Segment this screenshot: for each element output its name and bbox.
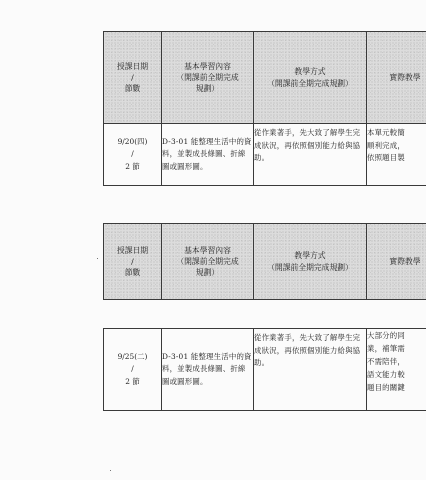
row-content: D-3-01 能整理生活中的資料，並製成長條圖、折線圖或圓形圖。 — [162, 329, 254, 411]
lesson-table-1 — [103, 31, 426, 186]
row-actual: 本單元較簡 順利完成， 依照題目製 — [367, 124, 426, 186]
header-basic-content: 基本學習內容 （開課前全期完成 規劃） — [162, 32, 254, 124]
table-header-row — [104, 224, 426, 300]
row-date: 9/25(二) / 2 節 — [104, 329, 162, 411]
header-basic-content: 基本學習內容 （開課前全期完成 規劃） — [162, 224, 254, 300]
row-method: 從作業著手，先大致了解學生完成狀況，再依照個別能力給與協助。 — [254, 329, 367, 411]
header-actual-teaching: 實際教學 — [367, 224, 426, 300]
header-date-periods: 授課日期 / 節數 — [104, 224, 162, 300]
header-teaching-method: 教學方式 （開課前全期完成規劃） — [254, 32, 367, 124]
scan-speck — [110, 470, 111, 471]
lesson-table-2-header — [103, 223, 426, 300]
row-content: D-3-01 能整理生活中的資料，並製成長條圖、折線圖或圓形圖。 — [162, 124, 254, 186]
table-row — [104, 124, 426, 186]
row-date: 9/20(四) / 2 節 — [104, 124, 162, 186]
row-method: 從作業著手，先大致了解學生完成狀況，再依照個別能力給與協助。 — [254, 124, 367, 186]
header-teaching-method: 教學方式 （開課前全期完成規劃） — [254, 224, 367, 300]
scan-speck — [97, 258, 98, 259]
row-actual: 大部分的同 業，補筆需 不需陪伴， 語文能力較 題目的關鍵 — [367, 329, 426, 411]
header-actual-teaching: 實際教學 — [367, 32, 426, 124]
table-header-row — [104, 32, 426, 124]
table-row — [104, 329, 426, 411]
header-date-periods: 授課日期 / 節數 — [104, 32, 162, 124]
lesson-table-2-body — [103, 328, 426, 411]
